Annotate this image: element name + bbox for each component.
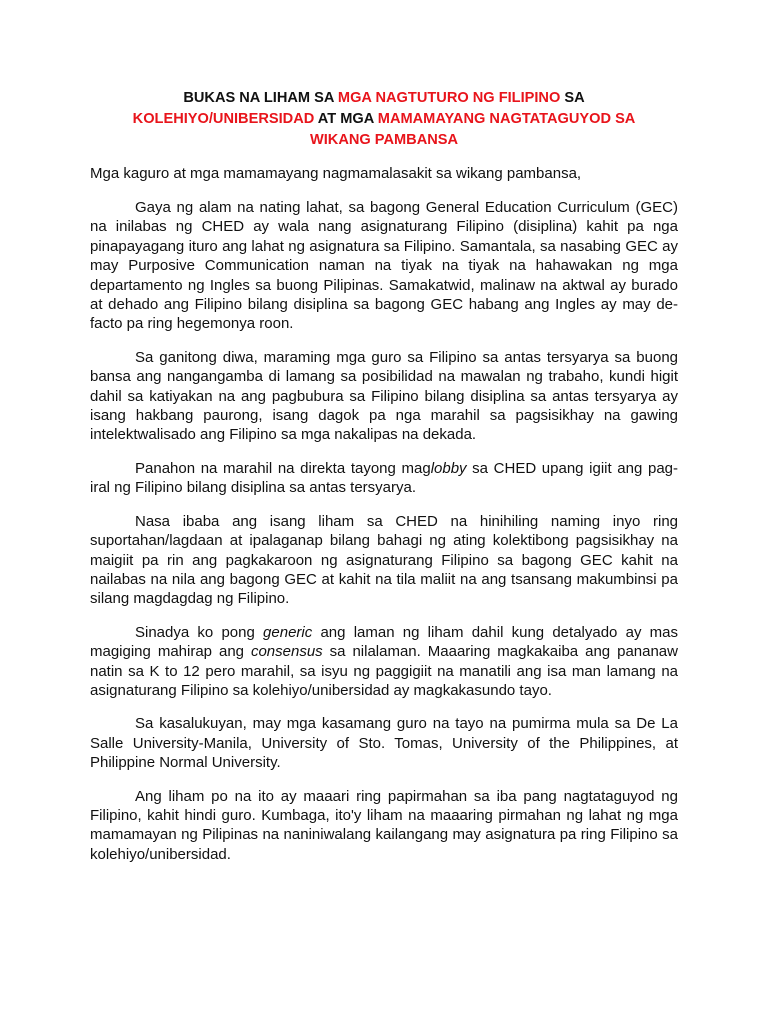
paragraph-6: Sa kasalukuyan, may mga kasamang guro na tayo na pumirma mula sa De La Salle University-Manila, University of Sto. Tomas, University of the Philippines, at Philippine Normal University. [90,715,678,772]
paragraph-text: sa nilalaman. Maaaring magkakaiba ang pananaw natin sa K to 12 pero marahil, sa isyu ng paggigiit na manatili ang isa man lamang na asignaturang Filipino sa kolehiyo/unibersidad ay magkakasundo tayo. [90,643,678,699]
paragraph-text: sa CHED upang igiit ang pag-iral ng Filipino bilang disiplina sa antas tersyarya. [90,459,678,497]
paragraph-2: Sa ganitong diwa, maraming mga guro sa Filipino sa antas tersyarya sa buong bansa ang nangangamba di lamang sa posibilidad na mawalan ng trabaho, kundi higit dahil sa katiyakan na ang pagbubura sa Filipino bilang disiplina sa antas tersyarya ay isang hakbang paurong, isang dagok pa nga marahil sa pagsisikhay na gawing intelektwalisado ang Filipino sa mga nakalipas na dekada. [90,348,678,444]
paragraph-text: Sinadya ko pong [135,623,264,641]
paragraph-5 [90,623,678,701]
salutation: Mga kaguro at mga mamamayang nagmamalasakit sa wikang pambansa, [90,165,582,182]
title-text: BUKAS NA LIHAM SA [183,90,338,106]
paragraph-text: ang laman ng liham dahil kung detalyado ay mas magiging mahirap ang [90,623,678,661]
title-highlight: MGA NAGTUTURO NG FILIPINO [337,90,561,106]
letter-title [90,88,678,151]
title-highlight: MAMAMAYANG NAGTATAGUYOD SA [377,111,636,127]
paragraph-4: Nasa ibaba ang isang liham sa CHED na hinihiling naming inyo ring suportahan/lagdaan at ipalaganap bilang bahagi ng ating kolektibong pagsisikhay na maigiit pa rin ang pagkakaroon ng asignaturang Filipino sa bagong GEC kahit na nailabas na nila ang bagong GEC at kahit na tila maliit na ang tsansang makumbinsi pa silang magdagdag ng Filipino. [90,512,678,608]
emphasis-text: generic [263,623,313,641]
emphasis-text: consensus [250,643,323,661]
paragraph-1: Gaya ng alam na nating lahat, sa bagong General Education Curriculum (GEC) na inilabas ng CHED ay wala nang asignaturang Filipino (disiplina) kahit pa nga pinapayagang ituro ang lahat ng asignatura sa Filipino. Samantala, sa nasabing GEC ay may Purposive Communication naman na tiyak na tiyak na hahawakan ng mga departamento ng Ingles sa buong Pilipinas. Samakatwid, malinaw na aktwal ay burado at dehado ang Filipino bilang disiplina sa bagong GEC habang ang Ingles ay may de-facto pa ring hegemonya roon. [90,199,678,333]
title-highlight: WIKANG PAMBANSA [309,132,459,148]
paragraph-7: Ang liham po na ito ay maaari ring papirmahan sa iba pang nagtataguyod ng Filipino, kahit hindi guro. Kumbaga, ito'y liham na maaaring pirmahan ng lahat ng mga mamamayan ng Pilipinas na naniniwalang kailangang may asignatura pa ring Filipino sa kolehiyo/unibersidad. [90,787,678,863]
paragraph-text: Panahon na marahil na direkta tayong mag [135,459,431,477]
title-text: AT MGA [314,111,378,127]
title-line-2 [90,109,678,130]
title-line-1 [90,88,678,109]
paragraph-3 [90,459,678,498]
title-line-3 [90,130,678,151]
document-page [90,88,678,864]
emphasis-text: lobby [430,459,467,477]
title-text: SA [560,90,585,106]
title-highlight: KOLEHIYO/UNIBERSIDAD [132,111,315,127]
